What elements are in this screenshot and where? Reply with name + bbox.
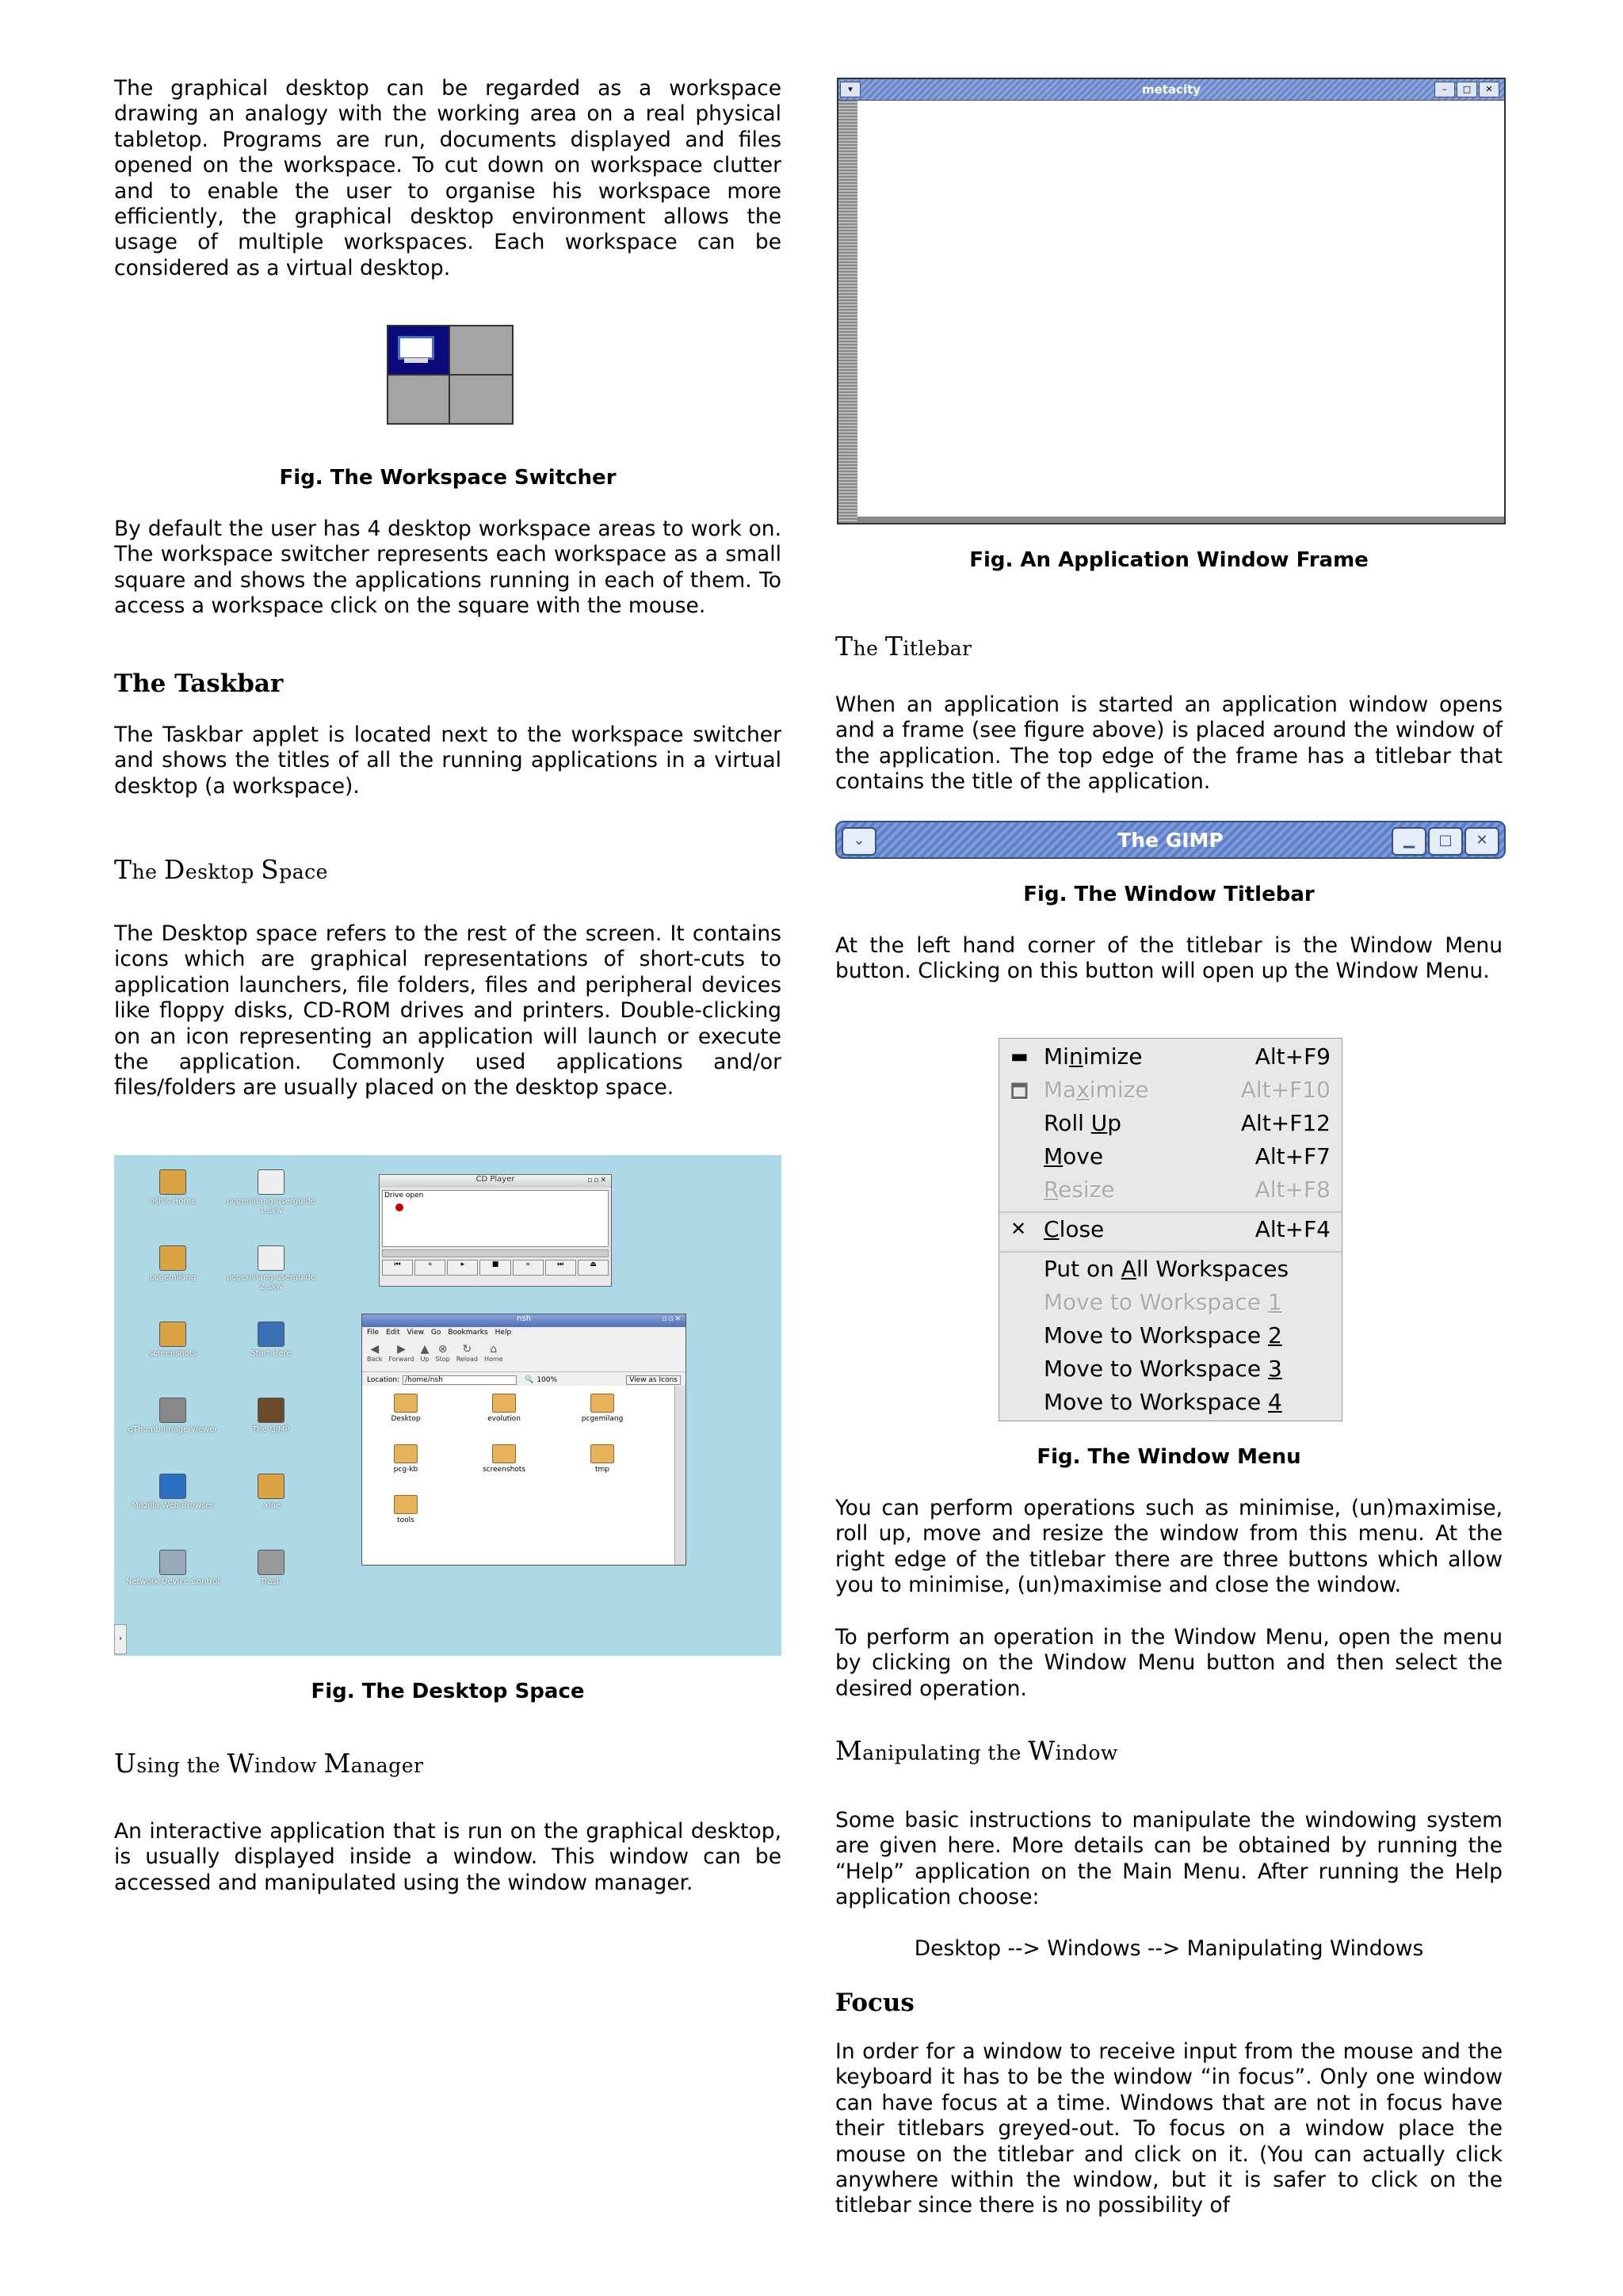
file-manager-window[interactable] bbox=[361, 1314, 686, 1566]
taskbar-heading: The Taskbar bbox=[114, 669, 284, 698]
intro-paragraph: The graphical desktop can be regarded as a workspace drawing an analogy with the working area on a real physical tabletop. Programs are run, documents displayed and files opened on the workspace. To cut down on workspace clutter and to enable the user to organise his workspace more efficiently, the graphical desktop environment allows the usage of multiple workspaces. Each workspace can be considered as a virtual desktop. bbox=[114, 76, 781, 280]
folder-item[interactable]: screenshots bbox=[468, 1444, 540, 1474]
folder-icon bbox=[394, 1495, 418, 1514]
fig-frame-caption: Fig. An Application Window Frame bbox=[969, 548, 1369, 572]
window-menu-item-label: Minimize bbox=[1044, 1043, 1143, 1070]
desktop-icon[interactable] bbox=[125, 1169, 220, 1207]
location-input[interactable]: /home/nsh bbox=[403, 1375, 517, 1385]
rewind-icon[interactable]: « bbox=[414, 1260, 445, 1276]
toolbar-button[interactable]: ▲ Up bbox=[420, 1343, 430, 1363]
menu-separator bbox=[999, 1211, 1342, 1213]
desktop-icon[interactable] bbox=[223, 1169, 319, 1216]
desktop-icon[interactable] bbox=[125, 1398, 220, 1435]
file-icon bbox=[159, 1550, 186, 1575]
desktop-icon[interactable] bbox=[223, 1322, 319, 1359]
window-menu-item[interactable] bbox=[999, 1177, 1342, 1210]
file-icon bbox=[159, 1474, 186, 1499]
window-menu-shortcut: Alt+F4 bbox=[1254, 1216, 1331, 1242]
forward-icon[interactable]: » bbox=[513, 1260, 544, 1276]
file-icon bbox=[159, 1245, 186, 1271]
stop-icon[interactable]: ■ bbox=[479, 1260, 510, 1276]
window-menu-button[interactable]: ⌄ bbox=[842, 827, 876, 856]
close-button[interactable]: ✕ bbox=[1479, 82, 1499, 97]
frame-bottom-edge[interactable] bbox=[857, 517, 1504, 523]
window-menu-paragraph: At the left hand corner of the titlebar is the Window Menu button. Clicking on this button will open up the Window Menu. bbox=[835, 933, 1503, 984]
desktop-icon-label: .xine bbox=[261, 1501, 281, 1510]
frame-titlebar[interactable] bbox=[838, 79, 1504, 101]
window-menu-shortcut: Alt+F8 bbox=[1254, 1177, 1331, 1203]
workspace-4[interactable] bbox=[450, 376, 512, 423]
toolbar-icon: ▲ bbox=[420, 1343, 430, 1356]
desktop-icon[interactable] bbox=[223, 1550, 319, 1587]
desktop-icon-label: nsh's Home bbox=[149, 1197, 197, 1206]
maximize-icon: 🗖 bbox=[1010, 1081, 1029, 1103]
perform-operation-paragraph: To perform an operation in the Window Menu, open the menu by clicking on the Window Menu button and then select the desired operation. bbox=[835, 1625, 1503, 1701]
desktop-icon[interactable] bbox=[223, 1474, 319, 1511]
file-icon bbox=[258, 1322, 285, 1347]
file-icon bbox=[159, 1169, 186, 1195]
folder-icon bbox=[394, 1394, 418, 1413]
close-icon: ✕ bbox=[1010, 1218, 1027, 1240]
desktop-icon[interactable] bbox=[223, 1245, 319, 1292]
window-thumbnail bbox=[398, 336, 434, 360]
prev-track-icon[interactable]: ⏮ bbox=[382, 1260, 413, 1276]
folder-icon bbox=[492, 1444, 516, 1463]
desktop-space-paragraph: The Desktop space refers to the rest of the screen. It contains icons which are graphical representations of short-cuts to application launchers, file folders, files and peripheral devices like floppy disks, CD-ROM drives and printers. Double-clicking on an icon representing an application will launch or execute the application. Commonly used applications and/or files/folders are usually placed on the desktop space. bbox=[114, 921, 781, 1100]
view-as-select[interactable]: View as Icons bbox=[626, 1375, 681, 1385]
window-menu-shortcut: Alt+F9 bbox=[1254, 1043, 1331, 1070]
window-menu-item-label: Move to Workspace 2 bbox=[1044, 1322, 1282, 1348]
fig-titlebar-caption: Fig. The Window Titlebar bbox=[1023, 883, 1315, 906]
cd-volume-slider[interactable] bbox=[382, 1249, 609, 1257]
file-icon bbox=[258, 1245, 285, 1271]
panel-expander[interactable]: › bbox=[114, 1624, 127, 1654]
toolbar-button[interactable]: ⊗ Stop bbox=[435, 1343, 450, 1363]
file-icon bbox=[258, 1398, 285, 1423]
operations-paragraph: You can perform operations such as minimise, (un)maximise, roll up, move and resize the window from this menu. At the right edge of the titlebar there are three buttons which allow you to minimise, (un)maximise and close the window. bbox=[835, 1496, 1503, 1598]
window-titlebar-figure[interactable] bbox=[835, 821, 1506, 859]
location-bar: Location: /home/nsh 🔍 100% View as Icons bbox=[362, 1372, 685, 1389]
desktop-space-heading: The Desktop Space bbox=[114, 854, 328, 885]
toolbar-icon: ↻ bbox=[462, 1343, 472, 1356]
folder-item[interactable]: Desktop bbox=[370, 1394, 441, 1423]
window-menu-item-label: Resize bbox=[1044, 1177, 1115, 1203]
window-menu-item[interactable] bbox=[999, 1110, 1342, 1143]
file-icon bbox=[258, 1169, 285, 1195]
cd-player-titlebar[interactable]: CD Player ▫▫✕ bbox=[380, 1175, 611, 1188]
window-menu-item[interactable] bbox=[999, 1289, 1342, 1322]
folder-grid bbox=[362, 1386, 674, 1565]
desktop-icon-label: pcgemilang-userguide2.sxw bbox=[227, 1273, 315, 1291]
window-menu-item[interactable] bbox=[999, 1322, 1342, 1356]
desktop-icon[interactable] bbox=[125, 1245, 220, 1283]
window-menu-shortcut: Alt+F7 bbox=[1254, 1143, 1331, 1169]
file-icon bbox=[159, 1398, 186, 1423]
file-icon bbox=[159, 1322, 186, 1347]
desktop-icon[interactable] bbox=[125, 1474, 220, 1511]
fig-desktop-caption: Fig. The Desktop Space bbox=[311, 1680, 585, 1703]
focus-heading: Focus bbox=[835, 1989, 915, 2017]
desktop-icon-label: The GIMP bbox=[252, 1425, 290, 1434]
desktop-icon-label: screenshots bbox=[148, 1349, 197, 1358]
window-menu-figure bbox=[999, 1038, 1342, 1421]
play-icon[interactable]: ▸ bbox=[447, 1260, 478, 1276]
desktop-icon-label: gThumb Image Viewer bbox=[128, 1425, 218, 1434]
toolbar-icon: ⊗ bbox=[437, 1343, 448, 1356]
eject-icon[interactable]: ⏏ bbox=[578, 1260, 609, 1276]
folder-item[interactable]: tmp bbox=[567, 1444, 638, 1474]
menu-bar bbox=[362, 1327, 685, 1341]
window-menu-item[interactable] bbox=[999, 1043, 1342, 1077]
fig-menu-caption: Fig. The Window Menu bbox=[1037, 1445, 1301, 1469]
cd-player-window[interactable] bbox=[379, 1174, 612, 1287]
cd-controls bbox=[382, 1260, 609, 1276]
window-menu-shortcut: Alt+F12 bbox=[1240, 1110, 1331, 1136]
next-track-icon[interactable]: ⏭ bbox=[545, 1260, 576, 1276]
maximize-button[interactable]: □ bbox=[1457, 82, 1477, 97]
desktop-icon[interactable] bbox=[125, 1550, 220, 1587]
toolbar-button[interactable]: ◀ Back bbox=[367, 1343, 383, 1363]
menu-item[interactable]: File bbox=[367, 1329, 380, 1337]
window-menu-item[interactable] bbox=[999, 1389, 1342, 1422]
workspaces-paragraph: By default the user has 4 desktop workspace areas to work on. The workspace switcher represents each workspace as a small square and shows the applications running in each of them. To access a workspace click on the square with the mouse. bbox=[114, 517, 781, 619]
menu-path: Desktop --> Windows --> Manipulating Windows bbox=[914, 1936, 1424, 1961]
window-menu-item[interactable] bbox=[999, 1256, 1342, 1289]
toolbar-button[interactable]: ↻ Reload bbox=[456, 1343, 478, 1363]
close-button[interactable]: ✕ bbox=[1465, 827, 1499, 856]
toolbar bbox=[362, 1341, 685, 1372]
folder-icon bbox=[394, 1444, 418, 1463]
file-manager-titlebar[interactable]: nsh ▫▫✕ bbox=[362, 1314, 685, 1327]
desktop-space-figure bbox=[114, 1155, 781, 1656]
fig-workspace-switcher-caption: Fig. The Workspace Switcher bbox=[279, 466, 617, 490]
toolbar-icon: ◀ bbox=[370, 1343, 380, 1356]
desktop-icon-label: pcgemilang bbox=[149, 1273, 197, 1282]
cd-display: Drive open bbox=[382, 1190, 609, 1247]
window-menu-item[interactable] bbox=[999, 1216, 1342, 1249]
desktop-icon[interactable] bbox=[125, 1322, 220, 1359]
window-title: The GIMP bbox=[1117, 829, 1224, 852]
window-buttons[interactable]: ▫▫✕ bbox=[587, 1177, 608, 1184]
folder-item[interactable]: pcgemilang bbox=[567, 1394, 638, 1423]
scrollbar[interactable] bbox=[674, 1386, 685, 1565]
window-manager-heading: Using the Window Manager bbox=[114, 1748, 424, 1779]
menu-item[interactable]: Bookmarks bbox=[448, 1329, 488, 1337]
manipulating-paragraph: Some basic instructions to manipulate the windowing system are given here. More details can be obtained by running the “Help” application on the Main Menu. After running the Help application choose: bbox=[835, 1808, 1503, 1910]
folder-item[interactable]: evolution bbox=[468, 1394, 540, 1423]
taskbar-paragraph: The Taskbar applet is located next to the workspace switcher and shows the titles of all the running applications in a virtual desktop (a workspace). bbox=[114, 723, 781, 799]
menu-item[interactable]: Edit bbox=[386, 1329, 400, 1337]
application-window-frame bbox=[837, 78, 1506, 524]
menu-item[interactable]: View bbox=[407, 1329, 424, 1337]
minimize-button[interactable]: ▁ bbox=[1392, 827, 1426, 856]
window-menu-item-label: Maximize bbox=[1044, 1077, 1149, 1103]
window-buttons[interactable]: ▫▫✕ bbox=[662, 1315, 682, 1323]
desktop-icon-label: pcgemilang-userguide1.sxw bbox=[227, 1197, 315, 1215]
menu-separator bbox=[999, 1251, 1342, 1253]
folder-item[interactable]: pcg-kb bbox=[370, 1444, 441, 1474]
menu-item[interactable]: Go bbox=[430, 1329, 441, 1337]
titlebar-heading: The Titlebar bbox=[835, 631, 972, 662]
zoom-icon[interactable]: 🔍 bbox=[525, 1376, 534, 1384]
frame-title: metacity bbox=[1141, 82, 1201, 97]
window-menu-item[interactable] bbox=[999, 1356, 1342, 1389]
window-menu-item-label: Move to Workspace 1 bbox=[1044, 1289, 1282, 1315]
window-menu-item-label: Close bbox=[1044, 1216, 1105, 1242]
zoom-level[interactable]: 100% bbox=[537, 1376, 558, 1384]
folder-icon bbox=[492, 1394, 516, 1413]
window-menu-item-label: Move to Workspace 3 bbox=[1044, 1356, 1282, 1382]
window-menu-shortcut: Alt+F10 bbox=[1240, 1077, 1331, 1103]
maximize-button[interactable]: □ bbox=[1428, 827, 1463, 856]
frame-left-edge[interactable] bbox=[838, 101, 857, 523]
toolbar-button[interactable]: ▶ Forward bbox=[388, 1343, 414, 1363]
record-icon bbox=[395, 1203, 403, 1211]
desktop-icon-label: Start Here bbox=[250, 1349, 292, 1358]
manipulating-heading: Manipulating the Window bbox=[835, 1735, 1118, 1766]
file-icon bbox=[258, 1550, 285, 1575]
window-menu-item[interactable] bbox=[999, 1077, 1342, 1110]
window-menu-item-label: Move bbox=[1044, 1143, 1104, 1169]
minimize-button[interactable]: – bbox=[1434, 82, 1455, 97]
toolbar-button[interactable]: ⌂ Home bbox=[483, 1343, 503, 1363]
window-menu-item-label: Put on All Workspaces bbox=[1044, 1256, 1289, 1282]
desktop-icon-label: Network Device Control bbox=[125, 1577, 220, 1586]
desktop-icon[interactable] bbox=[223, 1398, 319, 1435]
desktop-icon-label: Mozilla Web Browser bbox=[132, 1501, 214, 1510]
workspace-switcher-figure bbox=[387, 325, 514, 425]
minimize-icon: ▬ bbox=[1010, 1045, 1029, 1067]
window-menu-button[interactable]: ▾ bbox=[840, 82, 861, 97]
window-manager-paragraph: An interactive application that is run on the graphical desktop, is usually displayed inside a window. This window can be accessed and manipulated using the window manager. bbox=[114, 1819, 781, 1895]
folder-item[interactable]: tools bbox=[370, 1495, 441, 1524]
folder-icon bbox=[590, 1444, 614, 1463]
menu-item[interactable]: Help bbox=[495, 1329, 512, 1337]
folder-icon bbox=[590, 1394, 614, 1413]
file-icon bbox=[258, 1474, 285, 1499]
titlebar-paragraph: When an application is started an application window opens and a frame (see figure above) is placed around the window of the application. The top edge of the frame has a titlebar that contains the title of the application. bbox=[835, 692, 1503, 795]
window-menu-item[interactable] bbox=[999, 1143, 1342, 1177]
toolbar-icon: ⌂ bbox=[490, 1343, 498, 1356]
focus-paragraph: In order for a window to receive input from the mouse and the keyboard it has to be the window “in focus”. Only one window can have focus at a time. Windows that are not in focus have their titlebars greyed-out. To focus on a window place the mouse on the titlebar and click on it. (You can actually click anywhere within the window, but it is safer to click on the titlebar since there is no possibility of bbox=[835, 2039, 1503, 2218]
desktop-icon-label: Trash bbox=[260, 1577, 282, 1586]
workspace-2[interactable] bbox=[450, 326, 512, 376]
window-menu-item-label: Move to Workspace 4 bbox=[1044, 1389, 1282, 1415]
toolbar-icon: ▶ bbox=[397, 1343, 406, 1356]
workspace-3[interactable] bbox=[388, 376, 450, 423]
workspace-1[interactable] bbox=[388, 326, 450, 376]
window-menu-item-label: Roll Up bbox=[1044, 1110, 1122, 1136]
